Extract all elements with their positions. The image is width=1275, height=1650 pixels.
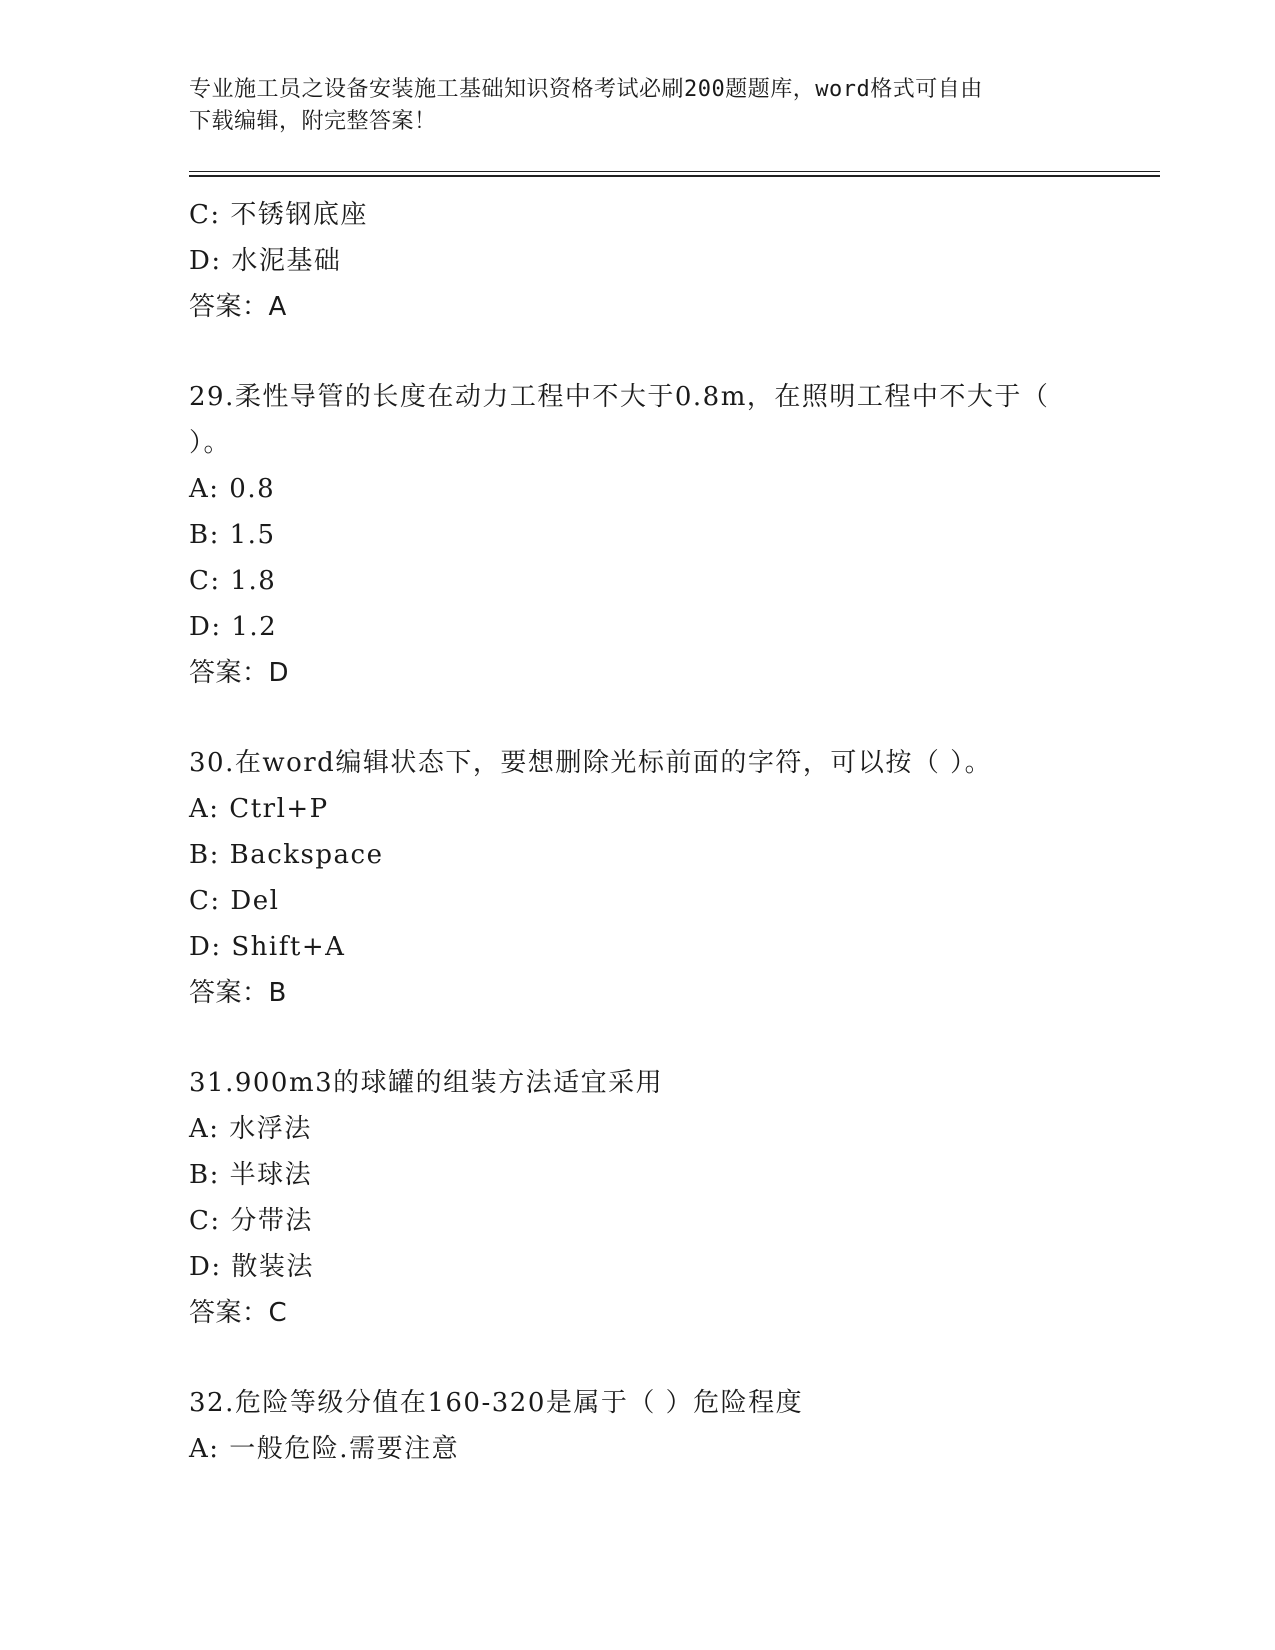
question-32-text: 32.危险等级分值在160-320是属于（ ）危险程度 (189, 1388, 804, 1418)
question-31-option-d: D: 散装法 (189, 1252, 314, 1282)
question-30-option-d: D: Shift+A (189, 932, 346, 962)
header-title-line-2: 下载编辑，附完整答案！ (189, 109, 437, 134)
spacer (189, 1336, 1160, 1380)
spacer (189, 696, 1160, 740)
spacer (189, 1016, 1160, 1060)
answer-line: 答案：A (189, 292, 287, 322)
document-header (189, 74, 1089, 138)
question-31-option-a: A: 水浮法 (189, 1114, 312, 1144)
question-30-option-b: B: Backspace (189, 840, 384, 870)
spacer (189, 330, 1160, 374)
question-29-answer: 答案：D (189, 658, 290, 688)
question-30-text: 30.在word编辑状态下，要想删除光标前面的字符，可以按（ ）。 (189, 748, 993, 778)
option-d: D: 水泥基础 (189, 246, 342, 276)
header-divider-thick (189, 175, 1160, 177)
question-30-option-c: C: Del (189, 886, 280, 916)
question-30-answer: 答案：B (189, 978, 287, 1008)
header-title-line-1: 专业施工员之设备安装施工基础知识资格考试必刷200题题库，word格式可自由 (189, 77, 983, 102)
question-29-option-d: D: 1.2 (189, 612, 278, 642)
question-29-option-a: A: 0.8 (189, 474, 276, 504)
question-31-option-b: B: 半球法 (189, 1160, 313, 1190)
question-31-text: 31.900m3的球罐的组装方法适宜采用 (189, 1068, 664, 1098)
option-c: C: 不锈钢底座 (189, 200, 368, 230)
question-29-text-line-1: 29.柔性导管的长度在动力工程中不大于0.8m，在照明工程中不大于（ (189, 382, 1050, 412)
question-29-option-c: C: 1.8 (189, 566, 277, 596)
header-divider-thin (189, 171, 1160, 172)
question-29-option-b: B: 1.5 (189, 520, 276, 550)
question-30-option-a: A: Ctrl+P (189, 794, 329, 824)
question-31-option-c: C: 分带法 (189, 1206, 313, 1236)
question-31-answer: 答案：C (189, 1298, 288, 1328)
question-29-text-line-2: ）。 (189, 428, 232, 458)
question-32-option-a: A: 一般危险.需要注意 (189, 1434, 460, 1464)
question-list (189, 192, 1160, 1472)
